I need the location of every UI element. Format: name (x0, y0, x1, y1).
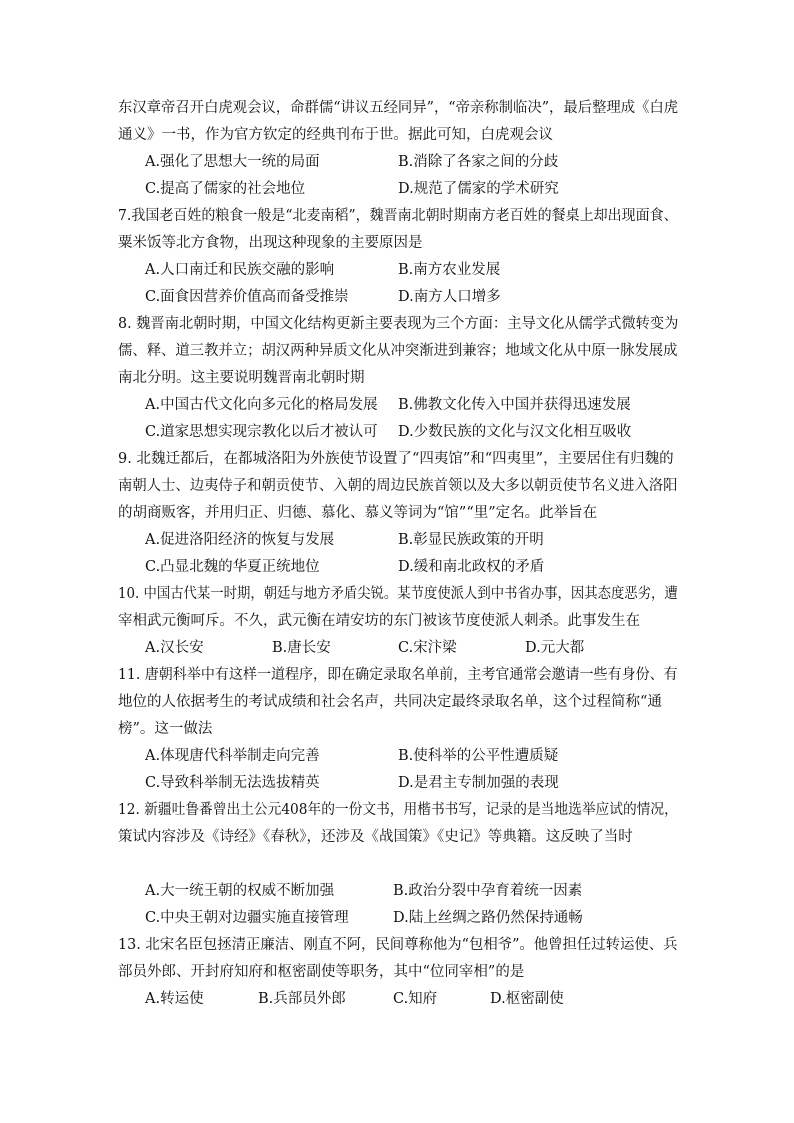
q7-option-b: B.南方农业发展 (398, 262, 501, 278)
q8-stem-line-3: 南北分明。这主要说明魏晋南北朝时期 (118, 370, 365, 386)
q13-option-b: B.兵部员外郎 (258, 991, 346, 1007)
q7-option-a: A.人口南迁和民族交融的影响 (145, 262, 335, 278)
q10-option-b: B.唐长安 (272, 640, 331, 656)
q10-stem-line-1: 10. 中国古代某一时期，朝廷与地方矛盾尖锐。某节度使派人到中书省办事，因其态度恶劣，遭 (118, 586, 678, 602)
q9-option-b: B.彰显民族政策的开明 (398, 532, 544, 548)
q7-stem-line-2: 粟米饭等北方食物，出现这种现象的主要原因是 (118, 235, 423, 251)
q7-option-d: D.南方人口增多 (398, 289, 501, 305)
q13-stem-line-2: 部员外郎、开封府知府和枢密副使等职务，其中“位同宰相”的是 (118, 964, 525, 980)
q9-stem-line-3: 的胡商贩客，并用归正、归德、慕化、慕义等词为“馆”“里”定名。此举旨在 (118, 505, 598, 521)
q12-stem-line-2: 策试内容涉及《诗经》《春秋》，还涉及《战国策》《史记》等典籍。这反映了当时 (118, 829, 633, 845)
q10-stem-line-2: 宰相武元衡呵斥。不久，武元衡在靖安坊的东门被该节度使派人刺杀。此事发生在 (118, 613, 640, 629)
q12-option-c: C.中央王朝对边疆实施直接管理 (145, 910, 349, 926)
q11-stem-line-2: 地位的人依据考生的考试成绩和社会名声，共同决定最终录取名单，这个过程简称“通 (118, 694, 662, 710)
q12-option-d: D.陆上丝绸之路仍然保持通畅 (393, 910, 583, 926)
q9-option-a: A.促进洛阳经济的恢复与发展 (145, 532, 335, 548)
q9-stem-line-1: 9. 北魏迁都后，在都城洛阳为外族使节设置了“四夷馆”和“四夷里”，主要居住有归魏的 (118, 451, 674, 467)
q6-option-a: A.强化了思想大一统的局面 (145, 154, 320, 170)
q7-option-c: C.面食因营养价值高而备受推崇 (145, 289, 349, 305)
q12-option-a: A.大一统王朝的权威不断加强 (145, 883, 335, 899)
q10-option-a: A.汉长安 (145, 640, 204, 656)
q6-option-b: B.消除了各家之间的分歧 (398, 154, 559, 170)
q12-option-b: B.政治分裂中孕育着统一因素 (393, 883, 583, 899)
q9-option-c: C.凸显北魏的华夏正统地位 (145, 559, 320, 575)
q7-stem-line-1: 7.我国老百姓的粮食一般是“北麦南稻”，魏晋南北朝时期南方老百姓的餐桌上却出现面食、 (118, 208, 678, 224)
q11-option-a: A.体现唐代科举制走向完善 (145, 748, 320, 764)
q11-option-c: C.导致科举制无法选拔精英 (145, 775, 320, 791)
q13-option-c: C.知府 (393, 991, 438, 1007)
q8-option-c: C.道家思想实现宗教化以后才被认可 (145, 424, 378, 440)
q6-stem-line-2: 通义》一书，作为官方钦定的经典刊布于世。据此可知，白虎观会议 (118, 127, 553, 143)
q11-stem-line-3: 榜”。这一做法 (118, 721, 213, 737)
q11-option-b: B.使科举的公平性遭质疑 (398, 748, 559, 764)
q8-option-b: B.佛教文化传入中国并获得迅速发展 (398, 397, 631, 413)
q9-stem-line-2: 南朝人士、边夷侍子和朝贡使节、入朝的周边民族首领以及大多以朝贡使节名义进入洛阳 (118, 478, 678, 494)
q8-stem-line-2: 儒、释、道三教并立；胡汉两种异质文化从冲突渐进到兼容；地域文化从中原一脉发展成 (118, 343, 678, 359)
q12-stem-line-1: 12. 新疆吐鲁番曾出土公元408年的一份文书，用楷书书写，记录的是当地选举应试的情况， (118, 802, 678, 818)
q13-option-a: A.转运使 (145, 991, 204, 1007)
q9-option-d: D.缓和南北政权的矛盾 (398, 559, 545, 575)
q8-stem-line-1: 8. 魏晋南北朝时期，中国文化结构更新主要表现为三个方面：主导文化从儒学式微转变为 (118, 316, 679, 332)
q6-option-d: D.规范了儒家的学术研究 (398, 181, 559, 197)
q8-option-a: A.中国古代文化向多元化的格局发展 (145, 397, 378, 413)
q10-option-d: D.元大都 (525, 640, 585, 656)
q13-option-d: D.枢密副使 (490, 991, 564, 1007)
q11-stem-line-1: 11. 唐朝科举中有这样一道程序，即在确定录取名单前，主考官通常会邀请一些有身份、有 (118, 667, 678, 683)
q6-option-c: C.提高了儒家的社会地位 (145, 181, 306, 197)
q13-stem-line-1: 13. 北宋名臣包拯清正廉洁、刚直不阿，民间尊称他为“包相爷”。他曾担任过转运使、兵 (118, 937, 678, 953)
q11-option-d: D.是君主专制加强的表现 (398, 775, 559, 791)
q10-option-c: C.宋汴梁 (398, 640, 457, 656)
q8-option-d: D.少数民族的文化与汉文化相互吸收 (398, 424, 632, 440)
q6-stem-line-1: 东汉章帝召开白虎观会议，命群儒“讲议五经同异”，“帝亲称制临决”，最后整理成《白虎 (118, 100, 679, 116)
